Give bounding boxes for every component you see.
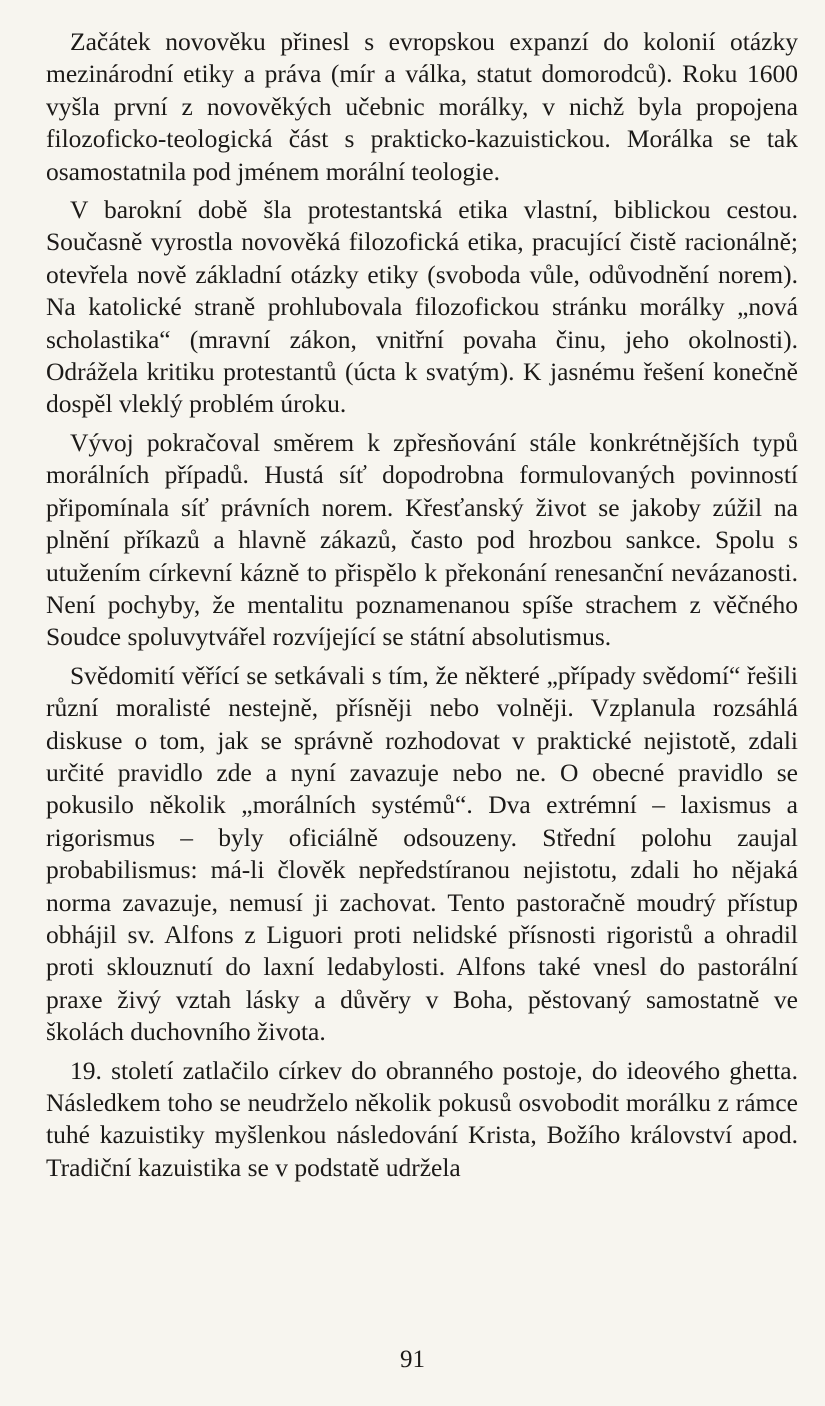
- page-body: [46, 26, 798, 1184]
- page-number: 91: [400, 1346, 425, 1373]
- paragraph-1: Začátek novověku přinesl s evropskou expanzí do kolonií otázky mezinárodní etiky a práva (mír a válka, statut domorodců). Roku 1600 vyšla první z novověkých učebnic morálky, v nichž byla propojena filozoficko-teologická část s prakticko-kazuistickou. Morálka se tak osamostatnila pod jménem morální teologie.: [46, 27, 798, 186]
- paragraph-3: Vývoj pokračoval směrem k zpřesňování stále konkrétnějších typů morálních případů. Hustá síť dopodrobna formulovaných povinností připomínala síť právních norem. Křesťanský život se jakoby zúžil na plnění příkazů a hlavně zákazů, často pod hrozbou sankce. Spolu s utužením církevní kázně to přispělo k překonání renesanční nevázanosti. Není pochyby, že mentalitu poznamenanou spíše strachem z věčného Soudce spoluvytvářel rozvíjející se státní absolutismus.: [46, 427, 798, 652]
- paragraph-5: 19. století zatlačilo církev do obranného postoje, do ideového ghetta. Následkem toho se neudrželo několik pokusů osvobodit morálku z rámce tuhé kazuistiky myšlenkou následování Krista, Božího království apod. Tradiční kazuistika se v podstatě udržela: [46, 1055, 798, 1182]
- paragraph-2: V barokní době šla protestantská etika vlastní, biblickou cestou. Současně vyrostla novověká filozofická etika, pracující čistě racionálně; otevřela nově základní otázky etiky (svoboda vůle, odůvodnění norem). Na katolické straně prohlubovala filozofickou stránku morálky „nová scholastika“ (mravní zákon, vnitřní povaha činu, jeho okolnosti). Odrážela kritiku protestantů (úcta k svatým). K jasnému řešení konečně dospěl vleklý problém úroku.: [46, 195, 798, 419]
- paragraph-4: Svědomití věřící se setkávali s tím, že některé „případy svědomí“ řešili různí moralisté nestejně, přísněji nebo volněji. Vzplanula rozsáhlá diskuse o tom, jak se správně rozhodovat v praktické nejistotě, zdali určité pravidlo zde a nyní zavazuje nebo ne. O obecné pravidlo se pokusilo několik „morálních systémů“. Dva extrémní – laxismus a rigorismus – byly oficiálně odsouzeny. Střední polohu zaujal probabilismus: má-li člověk nepředstíranou nejistotu, zdali ho nějaká norma zavazuje, nemusí ji zachovat. Tento pastoračně moudrý přístup obhájil sv. Alfons z Liguori proti nelidské přísnosti rigoristů a ohradil proti sklouznutí do laxní ledabylosti. Alfons také vnesl do pastorální praxe živý vztah lásky a důvěry v Boha, pěstovaný samostatně ve školách duchovního života.: [46, 660, 798, 1047]
